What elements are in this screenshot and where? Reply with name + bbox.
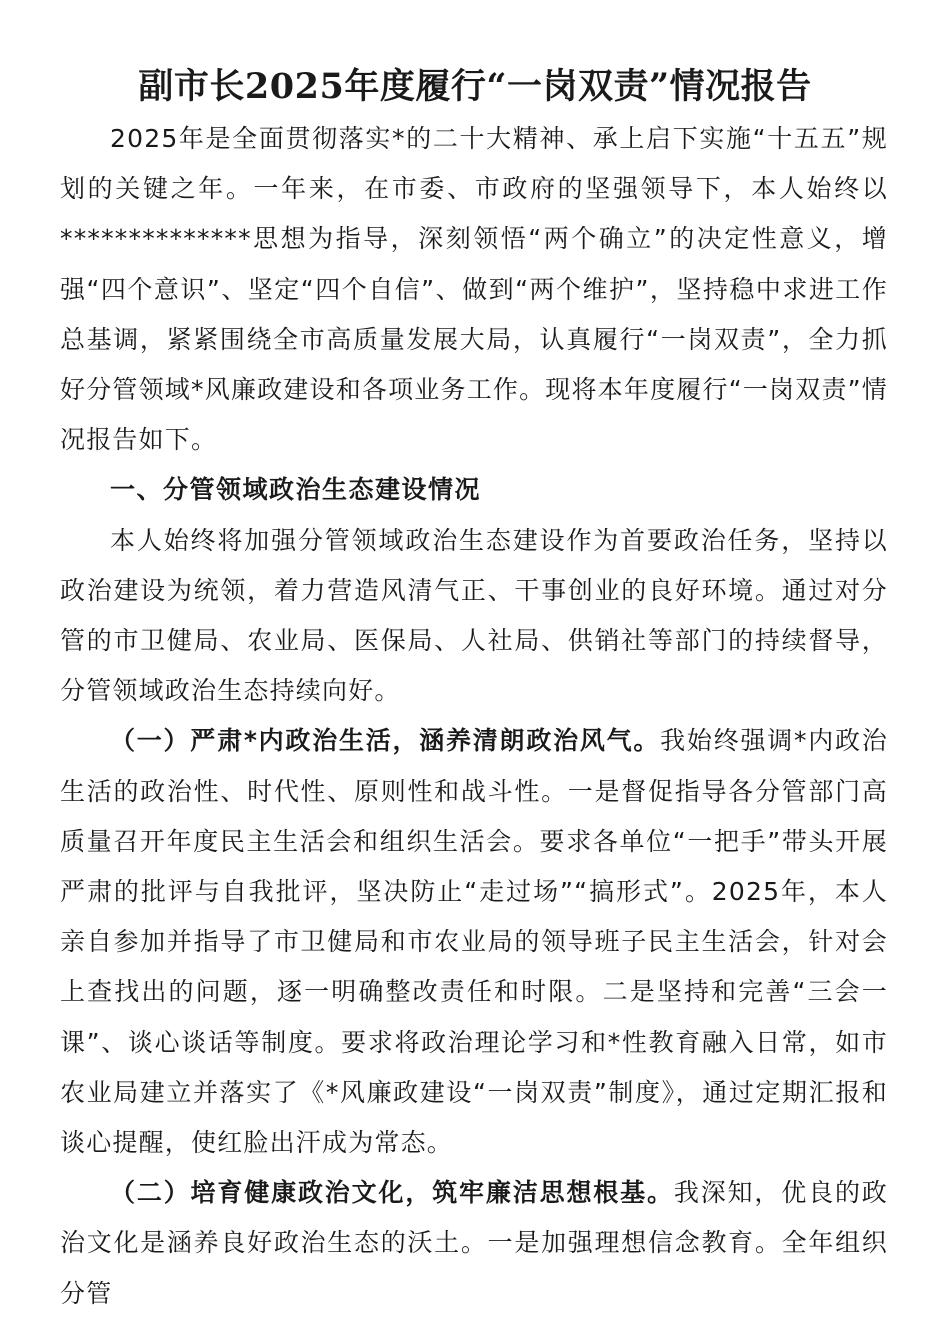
item-2-text: 我深知，优良的政治文化是涵养良好政治生态的沃土。一是加强理想信念教育。全年组织分管 [60,1178,888,1308]
item-1-paragraph [60,716,888,1168]
intro-paragraph: 2025年是全面贯彻落实*的二十大精神、承上启下实施“十五五”规划的关键之年。一年来，在市委、市政府的坚强领导下，本人始终以**************思想为指导，深刻领悟“两个确立”的决定性意义，增强“四个意识”、坚定“四个自信”、做到“两个维护”，坚持稳中求进工作总基调，紧紧围绕全市高质量发展大局，认真履行“一岗双责”，全力抓好分管领域*风廉政建设和各项业务工作。现将本年度履行“一岗双责”情况报告如下。 [60,124,889,455]
item-2-lead: （二）培育健康政治文化，筑牢廉洁思想根基。 [110,1178,674,1208]
item-1-text: 我始终强调*内政治生活的政治性、时代性、原则性和战斗性。一是督促指导各分管部门高质量召开年度民主生活会和组织生活会。要求各单位“一把手”带头开展严肃的批评与自我批评，坚决防止“走过场”“搞形式”。2025年，本人亲自参加并指导了市卫健局和市农业局的领导班子民主生活会，针对会上查找出的问题，逐一明确整改责任和时限。二是坚持和完善“三会一课”、谈心谈话等制度。要求将政治理论学习和*性教育融入日常，如市农业局建立并落实了《*风廉政建设“一岗双责”制度》，通过定期汇报和谈心提醒，使红脸出汗成为常态。 [60,726,888,1158]
section-1-paragraph: 本人始终将加强分管领域政治生态建设作为首要政治任务，坚持以政治建设为统领，着力营造风清气正、干事创业的良好环境。通过对分管的市卫健局、农业局、医保局、人社局、供销社等部门的持续督导，分管领域政治生态持续向好。 [60,525,888,706]
document-body [60,114,888,1319]
document-title: 副市长2025年度履行“一岗双责”情况报告 [138,66,812,107]
item-2-paragraph [60,1168,888,1319]
item-1-lead: （一）严肃*内政治生活，涵养清朗政治风气。 [110,726,661,756]
section-heading-1: 一、分管领域政治生态建设情况 [110,475,482,505]
